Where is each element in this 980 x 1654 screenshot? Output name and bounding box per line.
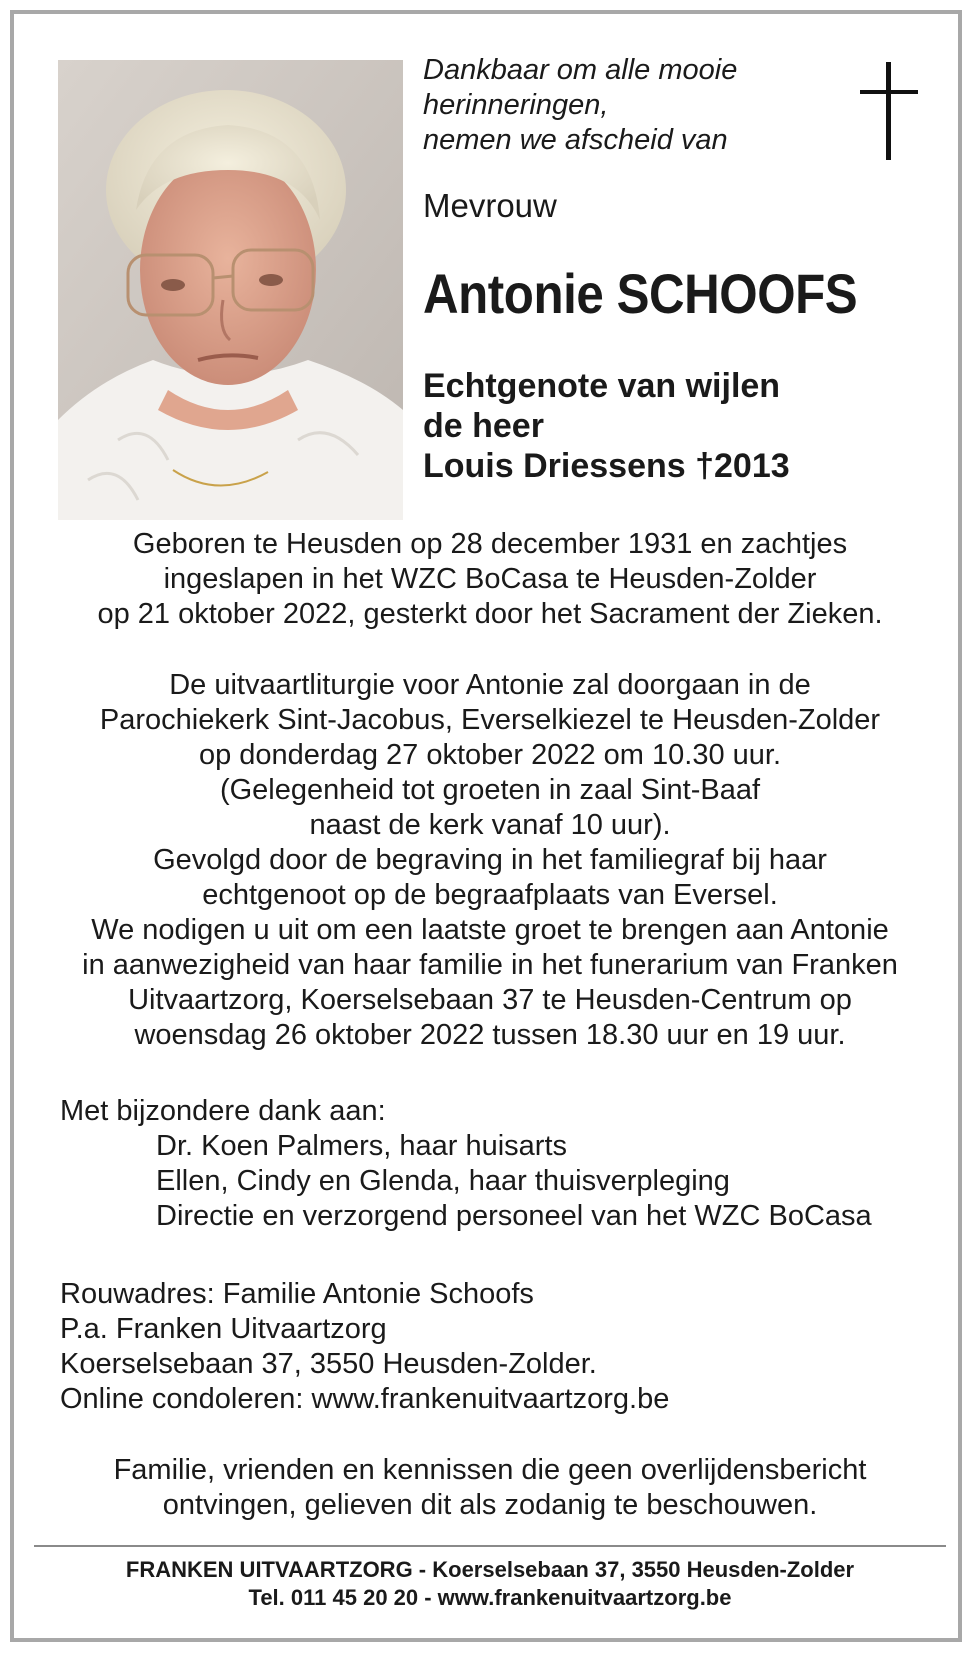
paragraph-line: op 21 oktober 2022, gesterkt door het Sacrament der Zieken. [97,598,883,630]
spouse-info [423,366,790,486]
spouse-line: Echtgenote van wijlen [423,367,781,405]
paragraph-line: ontvingen, gelieven dit als zodanig te beschouwen. [162,1489,818,1521]
spouse-line: Louis Driessens †2013 [423,447,790,485]
footer-line: FRANKEN UITVAARTZORG - Koerselsebaan 37, 3550 Heusden-Zolder [125,1557,855,1582]
paragraph-line: (Gelegenheid tot groeten in zaal Sint-Baaf [219,774,761,806]
address-line: Rouwadres: Familie Antonie Schoofs [60,1278,534,1310]
mourning-address [60,1277,669,1417]
title-prefix: Mevrouw [423,187,557,224]
portrait-illustration [58,60,403,520]
intro-text [423,53,823,158]
paragraph-line: woensdag 26 oktober 2022 tussen 18.30 uur en 19 uur. [134,1019,846,1051]
notice-paragraph [40,1453,940,1523]
paragraph-line: De uitvaartliturgie voor Antonie zal doorgaan in de [169,669,811,701]
paragraph-line: ingeslapen in het WZC BoCasa te Heusden-Zolder [163,563,817,595]
thanks-heading: Met bijzondere dank aan: [60,1095,386,1127]
footer-line: Tel. 011 45 20 20 - www.frankenuitvaartzorg.be [248,1585,732,1610]
funeral-home-footer [40,1556,940,1612]
intro-line: Dankbaar om alle mooie [423,54,738,86]
paragraph-line: echtgenoot op de begraafplaats van Eversel. [202,879,778,911]
intro-line: herinneringen, [423,89,609,121]
thanks-item: Ellen, Cindy en Glenda, haar thuisverpleging [156,1165,730,1197]
paragraph-line: naast de kerk vanaf 10 uur). [309,809,671,841]
birth-death-paragraph [40,527,940,632]
paragraph-line: op donderdag 27 oktober 2022 om 10.30 uur. [198,739,782,771]
address-line: P.a. Franken Uitvaartzorg [60,1313,387,1345]
footer-divider [34,1545,946,1547]
address-line: Online condoleren: www.frankenuitvaartzorg.be [60,1383,670,1415]
spouse-line: de heer [423,407,544,445]
thanks-item: Dr. Koen Palmers, haar huisarts [156,1130,568,1162]
deceased-name: Antonie SCHOOFS [423,262,858,325]
portrait-photo [58,60,403,520]
paragraph-line: Familie, vrienden en kennissen die geen overlijdensbericht [113,1454,867,1486]
thanks-section [60,1094,872,1234]
latin-cross-icon [860,62,920,160]
paragraph-line: in aanwezigheid van haar familie in het funerarium van Franken [82,949,898,981]
paragraph-line: Gevolgd door de begraving in het familiegraf bij haar [153,844,827,876]
address-line: Koerselsebaan 37, 3550 Heusden-Zolder. [60,1348,597,1380]
funeral-service-paragraph [40,668,940,1053]
paragraph-line: Geboren te Heusden op 28 december 1931 en zachtjes [132,528,848,560]
paragraph-line: Uitvaartzorg, Koerselsebaan 37 te Heusden-Centrum op [128,984,852,1016]
paragraph-line: Parochiekerk Sint-Jacobus, Everselkiezel te Heusden-Zolder [99,704,881,736]
intro-line: nemen we afscheid van [423,124,728,156]
thanks-item: Directie en verzorgend personeel van het WZC BoCasa [156,1200,872,1232]
paragraph-line: We nodigen u uit om een laatste groet te brengen aan Antonie [91,914,889,946]
